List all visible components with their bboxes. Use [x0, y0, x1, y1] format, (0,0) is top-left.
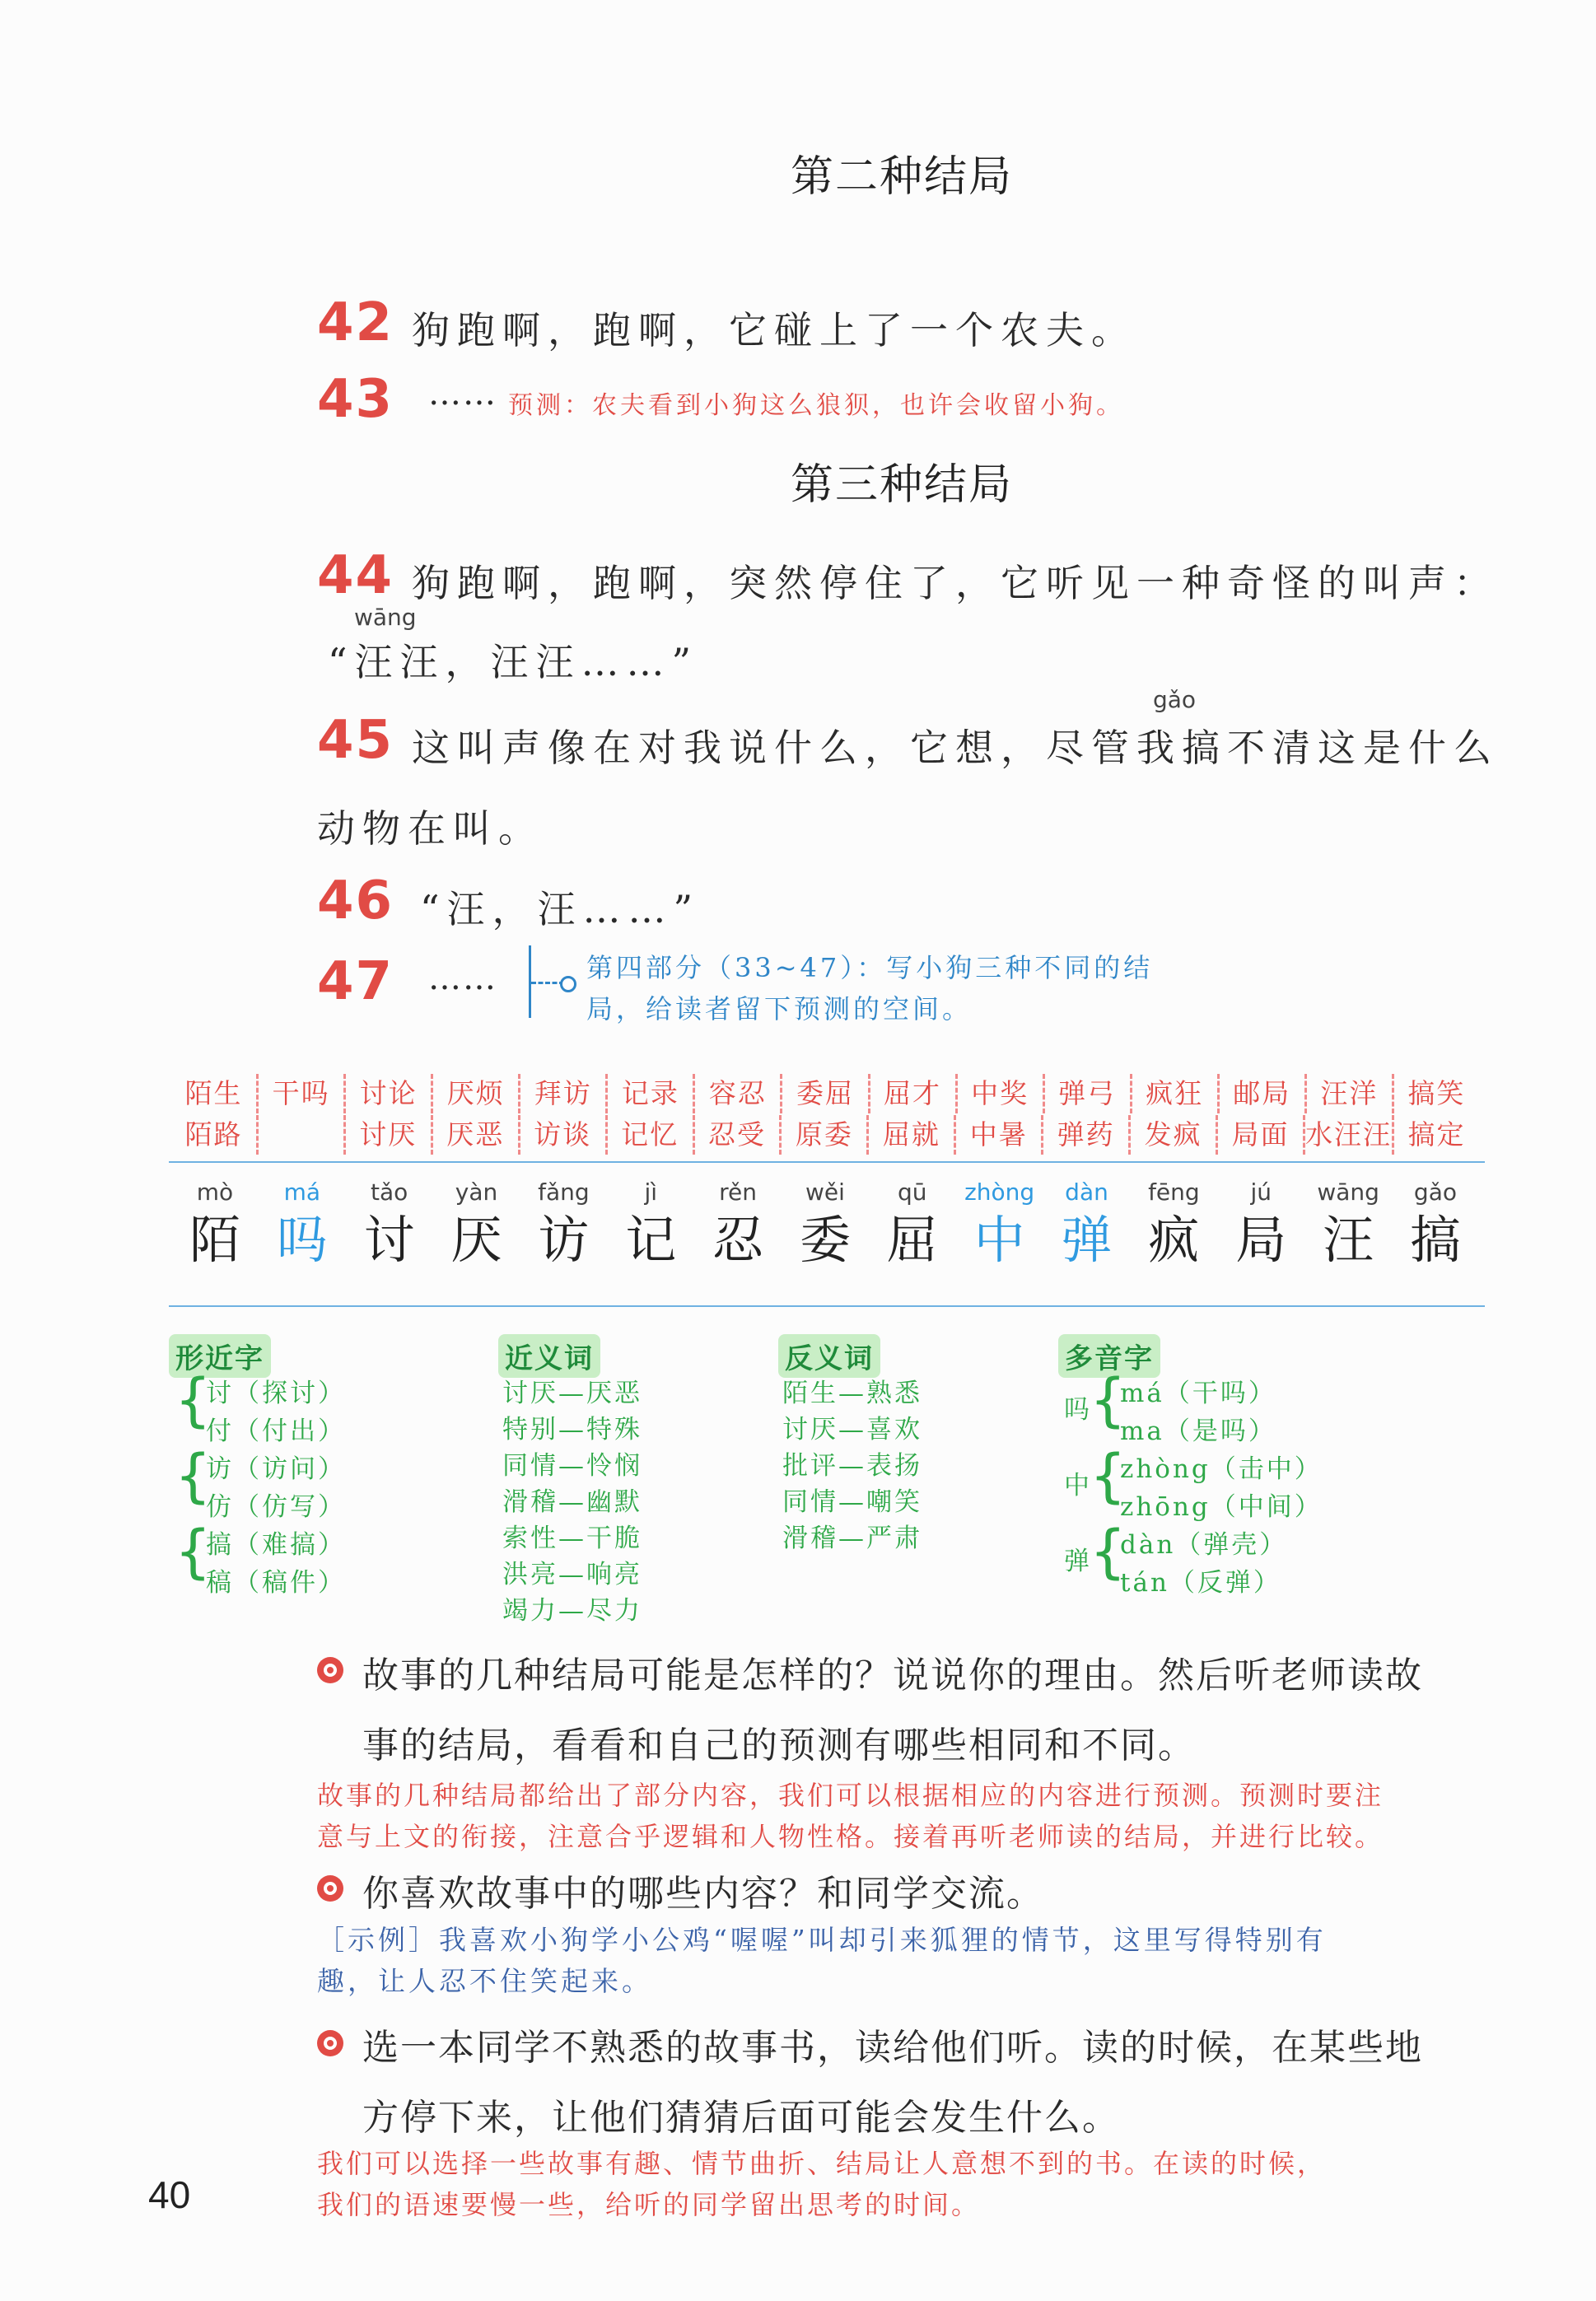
brace-poly-2: {: [1090, 1442, 1127, 1510]
new-character: [346, 1176, 433, 1272]
new-character: [782, 1176, 869, 1272]
new-character: [259, 1176, 346, 1272]
brace-similar-2: {: [175, 1442, 212, 1510]
paragraph-45-line1: 这叫声像在对我说什么，它想，尽管我搞不清这是什么: [412, 726, 1499, 770]
word-table-cell: 弹弓: [1043, 1074, 1130, 1113]
new-character: [694, 1176, 782, 1272]
word-table-cell: 搞笑: [1392, 1074, 1479, 1113]
word-table-cell: 记忆: [605, 1115, 693, 1155]
divider-line-top: [169, 1161, 1485, 1163]
character-glyph: 厌: [450, 1210, 502, 1270]
pinyin-gao: gǎo: [1153, 686, 1197, 713]
word-table-cell: 容忍: [693, 1074, 780, 1113]
paragraph-number-43: 43: [317, 369, 394, 430]
word-table-cell: 忍受: [693, 1115, 780, 1155]
character-glyph: 汪: [1323, 1210, 1374, 1270]
word-table-row-2: [171, 1115, 1479, 1155]
word-table-cell: 中奖: [955, 1074, 1043, 1113]
character-pinyin: tǎo: [371, 1179, 408, 1206]
character-pinyin: rěn: [719, 1179, 758, 1206]
question-3-line1: 选一本同学不熟悉的故事书，读给他们听。读的时候，在某些地: [362, 2027, 1423, 2069]
character-glyph: 屈: [886, 1210, 938, 1270]
character-glyph: 委: [799, 1210, 851, 1270]
word-table-cell: 拜访: [518, 1074, 605, 1113]
word-table-cell: 原委: [779, 1115, 866, 1155]
character-glyph: 疯: [1148, 1210, 1200, 1270]
character-pinyin: fēng: [1148, 1179, 1200, 1206]
question-bullet-icon: [317, 2030, 343, 2056]
new-character: [1130, 1176, 1217, 1272]
character-glyph: 搞: [1409, 1210, 1461, 1270]
character-glyph: 记: [625, 1210, 677, 1270]
brace-poly-3: {: [1090, 1518, 1127, 1585]
similar-item: 仿（仿写）: [206, 1492, 346, 1522]
word-table-cell: 访谈: [518, 1115, 605, 1155]
new-character: [520, 1176, 607, 1272]
brace-similar-1: {: [175, 1366, 212, 1434]
polyphone-reading: zhòng（击中）: [1120, 1454, 1323, 1484]
tag-antonyms: 反义词: [778, 1334, 880, 1378]
paragraph-44-line2: “汪汪，汪汪……”: [328, 640, 699, 684]
paragraph-number-45: 45: [317, 710, 394, 771]
question-2-line1: 你喜欢故事中的哪些内容？和同学交流。: [362, 1873, 1044, 1915]
word-table-cell: 干吗: [256, 1074, 343, 1113]
new-character: [1217, 1176, 1304, 1272]
question-1-line1: 故事的几种结局可能是怎样的？说说你的理由。然后听老师读故: [362, 1655, 1423, 1697]
antonym-item: 讨厌—喜欢: [782, 1415, 922, 1445]
character-pinyin: jú: [1250, 1179, 1272, 1206]
divider-line-bottom: [169, 1305, 1485, 1307]
similar-item: 访（访问）: [206, 1454, 346, 1484]
synonym-item: 洪亮—响亮: [502, 1560, 642, 1589]
synonym-item: 特别—特殊: [502, 1415, 642, 1445]
word-table-cell: 疯狂: [1130, 1074, 1217, 1113]
paragraph-45-line2: 动物在叫。: [317, 806, 544, 851]
character-glyph: 访: [538, 1210, 590, 1270]
new-character: [171, 1176, 259, 1272]
character-glyph: 讨: [363, 1210, 415, 1270]
paragraph-number-47: 47: [317, 951, 394, 1012]
character-pinyin: wěi: [805, 1179, 845, 1206]
synonym-item: 讨厌—厌恶: [502, 1379, 642, 1408]
word-table-cell: 委屈: [780, 1074, 867, 1113]
new-character: [869, 1176, 956, 1272]
word-table-cell: [256, 1115, 343, 1155]
question-3-line2: 方停下来，让他们猜猜后面可能会发生什么。: [362, 2097, 1120, 2139]
antonym-item: 同情—嘲笑: [782, 1487, 922, 1517]
character-glyph: 中: [973, 1210, 1025, 1270]
brace-similar-3: {: [175, 1518, 212, 1585]
new-character: [1392, 1176, 1479, 1272]
paragraph-42-text: 狗跑啊，跑啊，它碰上了一个农夫。: [412, 308, 1136, 352]
word-table-cell: 中暑: [954, 1115, 1041, 1155]
polyphone-reading: zhōng（中间）: [1120, 1492, 1323, 1522]
similar-item: 稿（稿件）: [206, 1568, 346, 1598]
character-glyph: 局: [1235, 1210, 1287, 1270]
character-glyph: 忍: [712, 1210, 764, 1270]
new-character: [433, 1176, 520, 1272]
answer-2-line2: 趣，让人忍不住笑起来。: [317, 1965, 652, 1997]
heading-third-ending: 第三种结局: [791, 460, 1014, 510]
paragraph-number-42: 42: [317, 292, 394, 353]
polyphone-char-zhong: 中: [1064, 1471, 1090, 1501]
character-pinyin: zhòng: [964, 1179, 1035, 1206]
synonym-item: 滑稽—幽默: [502, 1487, 642, 1517]
word-table-cell: 讨厌: [343, 1115, 431, 1155]
paragraph-47-text: ……: [428, 959, 497, 997]
word-table-cell: 讨论: [343, 1074, 431, 1113]
synonym-item: 竭力—尽力: [502, 1596, 642, 1626]
word-table-cell: 厌恶: [431, 1115, 518, 1155]
paragraph-46-text: “汪，汪……”: [420, 887, 701, 931]
synonym-item: 索性—干脆: [502, 1524, 642, 1553]
antonym-item: 陌生—熟悉: [782, 1379, 922, 1408]
word-table-cell: 汪洋: [1304, 1074, 1392, 1113]
polyphone-reading: tán（反弹）: [1120, 1568, 1281, 1598]
similar-item: 搞（难搞）: [206, 1530, 346, 1560]
new-characters-row: [171, 1176, 1479, 1272]
word-table-cell: 陌生: [184, 1077, 243, 1109]
answer-1-line1: 故事的几种结局都给出了部分内容，我们可以根据相应的内容进行预测。预测时要注: [317, 1780, 1384, 1811]
paragraph-47-annotation-line2: 局，给读者留下预测的空间。: [586, 993, 973, 1024]
character-glyph: 陌: [189, 1210, 240, 1270]
similar-item: 付（付出）: [206, 1417, 346, 1446]
character-glyph: 吗: [276, 1210, 328, 1270]
new-character: [956, 1176, 1043, 1272]
polyphone-char-dan: 弹: [1064, 1547, 1090, 1576]
word-table-cell: 水汪汪: [1303, 1115, 1392, 1155]
question-1-line2: 事的结局，看看和自己的预测有哪些相同和不同。: [362, 1725, 1196, 1767]
paragraph-number-44: 44: [317, 545, 394, 606]
page-number: 40: [148, 2173, 191, 2216]
answer-3-line1: 我们可以选择一些故事有趣、情节曲折、结局让人意想不到的书。在读的时候，: [317, 2148, 1327, 2179]
polyphone-reading: ma（是吗）: [1120, 1417, 1276, 1446]
character-pinyin: fǎng: [538, 1179, 590, 1206]
word-table-cell: 弹药: [1041, 1115, 1128, 1155]
character-pinyin: dàn: [1065, 1179, 1108, 1206]
paragraph-43-annotation: 预测：农夫看到小狗这么狼狈，也许会收留小狗。: [508, 391, 1124, 420]
word-table-cell: 屈就: [866, 1115, 954, 1155]
paragraph-number-46: 46: [317, 870, 394, 931]
paragraph-43-text: ……: [428, 375, 497, 413]
annotation-dot: [560, 976, 576, 992]
new-character: [1304, 1176, 1392, 1272]
paragraph-44-line1: 狗跑啊，跑啊，突然停住了，它听见一种奇怪的叫声：: [412, 561, 1499, 605]
polyphone-reading: dàn（弹壳）: [1120, 1530, 1288, 1560]
word-table-cell: 陌路: [184, 1118, 243, 1150]
antonym-item: 滑稽—严肃: [782, 1524, 922, 1553]
question-bullet-icon: [317, 1875, 343, 1902]
character-glyph: 弹: [1061, 1210, 1113, 1270]
character-pinyin: gǎo: [1413, 1179, 1457, 1206]
polyphone-reading: má（干吗）: [1120, 1379, 1276, 1408]
character-pinyin: jì: [644, 1179, 657, 1206]
character-pinyin: qū: [898, 1179, 927, 1206]
paragraph-47-annotation-line1: 第四部分（33~47）：写小狗三种不同的结: [586, 952, 1154, 983]
answer-2-line1: ［示例］我喜欢小狗学小公鸡“喔喔”叫却引来狐狸的情节，这里写得特别有: [317, 1924, 1327, 1956]
word-table-row-1: [171, 1074, 1479, 1113]
word-table-cell: 厌烦: [431, 1074, 518, 1113]
answer-3-line2: 我们的语速要慢一些，给听的同学留出思考的时间。: [317, 2189, 981, 2220]
brace-poly-1: {: [1090, 1366, 1127, 1434]
similar-item: 讨（探讨）: [206, 1379, 346, 1408]
heading-second-ending: 第二种结局: [791, 152, 1014, 202]
word-table-cell: 发疯: [1128, 1115, 1216, 1155]
annotation-connector: [531, 982, 564, 984]
character-pinyin: wāng: [1317, 1179, 1379, 1206]
answer-1-line2: 意与上文的衔接，注意合乎逻辑和人物性格。接着再听老师读的结局，并进行比较。: [317, 1821, 1384, 1852]
tag-polyphones: 多音字: [1058, 1334, 1160, 1378]
word-table-cell: 屈才: [868, 1074, 955, 1113]
character-pinyin: mò: [196, 1179, 234, 1206]
word-table-cell: 局面: [1216, 1115, 1303, 1155]
new-character: [1043, 1176, 1131, 1272]
synonym-item: 同情—怜悯: [502, 1451, 642, 1481]
pinyin-wang: wāng: [354, 604, 417, 631]
word-table-cell: 搞定: [1392, 1115, 1479, 1155]
antonym-item: 批评—表扬: [782, 1451, 922, 1481]
character-pinyin: yàn: [455, 1179, 498, 1206]
character-pinyin: má: [283, 1179, 320, 1206]
word-table-cell: 邮局: [1217, 1074, 1304, 1113]
polyphone-char-ma: 吗: [1064, 1395, 1090, 1425]
new-character: [607, 1176, 694, 1272]
question-bullet-icon: [317, 1657, 343, 1683]
tag-synonyms: 近义词: [498, 1334, 600, 1378]
tag-similar-characters: 形近字: [169, 1334, 271, 1378]
word-table-cell: 记录: [605, 1074, 693, 1113]
